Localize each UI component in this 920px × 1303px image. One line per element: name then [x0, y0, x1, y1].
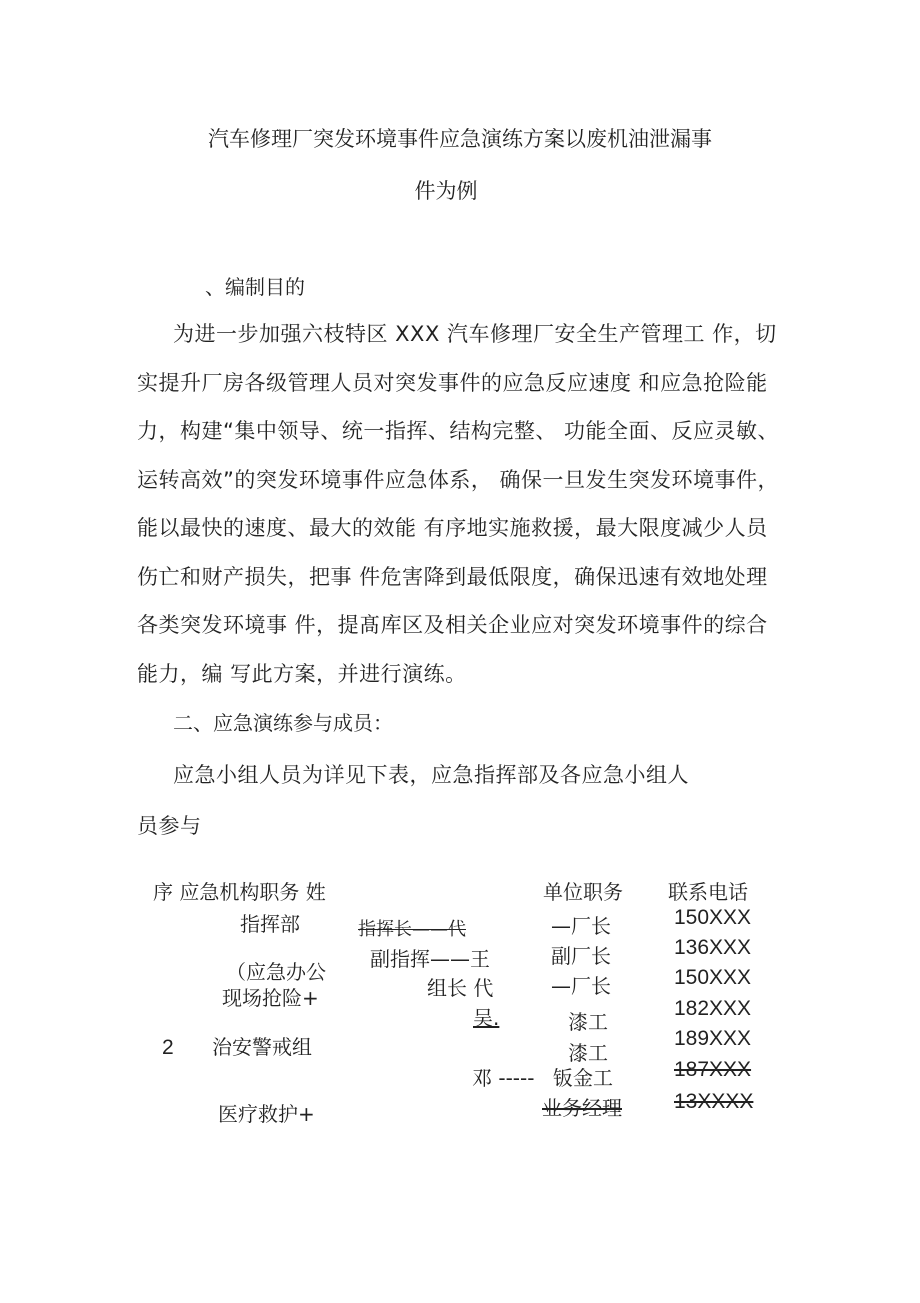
table-cell-org: （应急办公 [226, 960, 326, 984]
section-1-heading: 、编制目的 [205, 275, 305, 299]
section-1-line: 实提升厂房各级管理人员对突发事件的应急反应速度 和应急抢险能 [137, 371, 768, 395]
table-cell-phone: 136XXX [674, 936, 752, 959]
table-cell-org: 现场抢险+ [222, 986, 319, 1010]
section-1-line: 运转高效”的突发环境事件应急体系， 确保一旦发生突发环境事件， [137, 468, 780, 492]
table-cell-role: 邓 ----- [472, 1066, 535, 1090]
section-1-line: 能以最快的速度、最大的效能 有序地实施救援，最大限度减少人员 [137, 516, 768, 540]
table-cell-phone: 13XXXX [674, 1090, 754, 1113]
table-cell-org: 治安警戒组 [212, 1035, 312, 1059]
table-cell-role: 吴. [473, 1006, 500, 1030]
table-cell-seq: 2 [162, 1036, 174, 1059]
table-cell-position: 漆工 [568, 1010, 608, 1034]
table-cell-position: —厂长 [551, 914, 611, 938]
table-cell-phone: 187XXX [674, 1058, 752, 1081]
table-cell-position: 漆工 [568, 1041, 608, 1065]
section-1-line: 各类突发环境事 件，提髙库区及相关企业应对突发环境事件的综合 [137, 613, 768, 637]
table-cell-position: 副厂长 [551, 944, 611, 968]
section-1-line: 为进一步加强六枝特区 XXX 汽车修理厂安全生产管理工 作，切 [173, 322, 777, 346]
table-header-unit-position: 单位职务 [543, 880, 623, 904]
table-cell-role: 副指挥——王 [370, 947, 490, 971]
section-1-line: 能力，编 写此方案，并进行演练。 [137, 662, 467, 686]
section-2-heading: 二、应急演练参与成员： [173, 711, 393, 735]
table-header-seq-org-name: 序 应急机构职务 姓 [153, 880, 326, 904]
table-cell-phone: 189XXX [674, 1027, 752, 1050]
table-cell-phone: 182XXX [674, 997, 752, 1020]
table-cell-position: 业务经理 [542, 1096, 622, 1120]
table-cell-position: —厂长 [551, 974, 611, 998]
section-2-line: 应急小组人员为详见下表，应急指挥部及各应急小组人 [173, 763, 689, 787]
table-cell-org: 医疗救护+ [218, 1102, 315, 1126]
section-1-line: 力，构建“集中领导、统一指挥、结构完整、 功能全面、反应灵敏、 [137, 419, 780, 443]
document-title-line-2: 件为例 [414, 179, 478, 203]
table-cell-phone: 150XXX [674, 966, 752, 989]
table-cell-role: 指挥长——代 [358, 919, 466, 940]
section-2-line: 员参与 [137, 814, 202, 838]
section-1-line: 伤亡和财产损失，把事 件危害降到最低限度，确保迅速有效地处理 [137, 565, 768, 589]
document-title-line-1: 汽车修理厂突发环境事件应急演练方案以废机油泄漏事 [208, 127, 712, 151]
table-header-phone: 联系电话 [668, 880, 748, 904]
table-cell-org: 指挥部 [240, 912, 300, 936]
table-cell-position: 钣金工 [553, 1066, 613, 1090]
table-cell-role: 组长 代 [427, 976, 494, 1000]
table-cell-phone: 150XXX [674, 906, 752, 929]
